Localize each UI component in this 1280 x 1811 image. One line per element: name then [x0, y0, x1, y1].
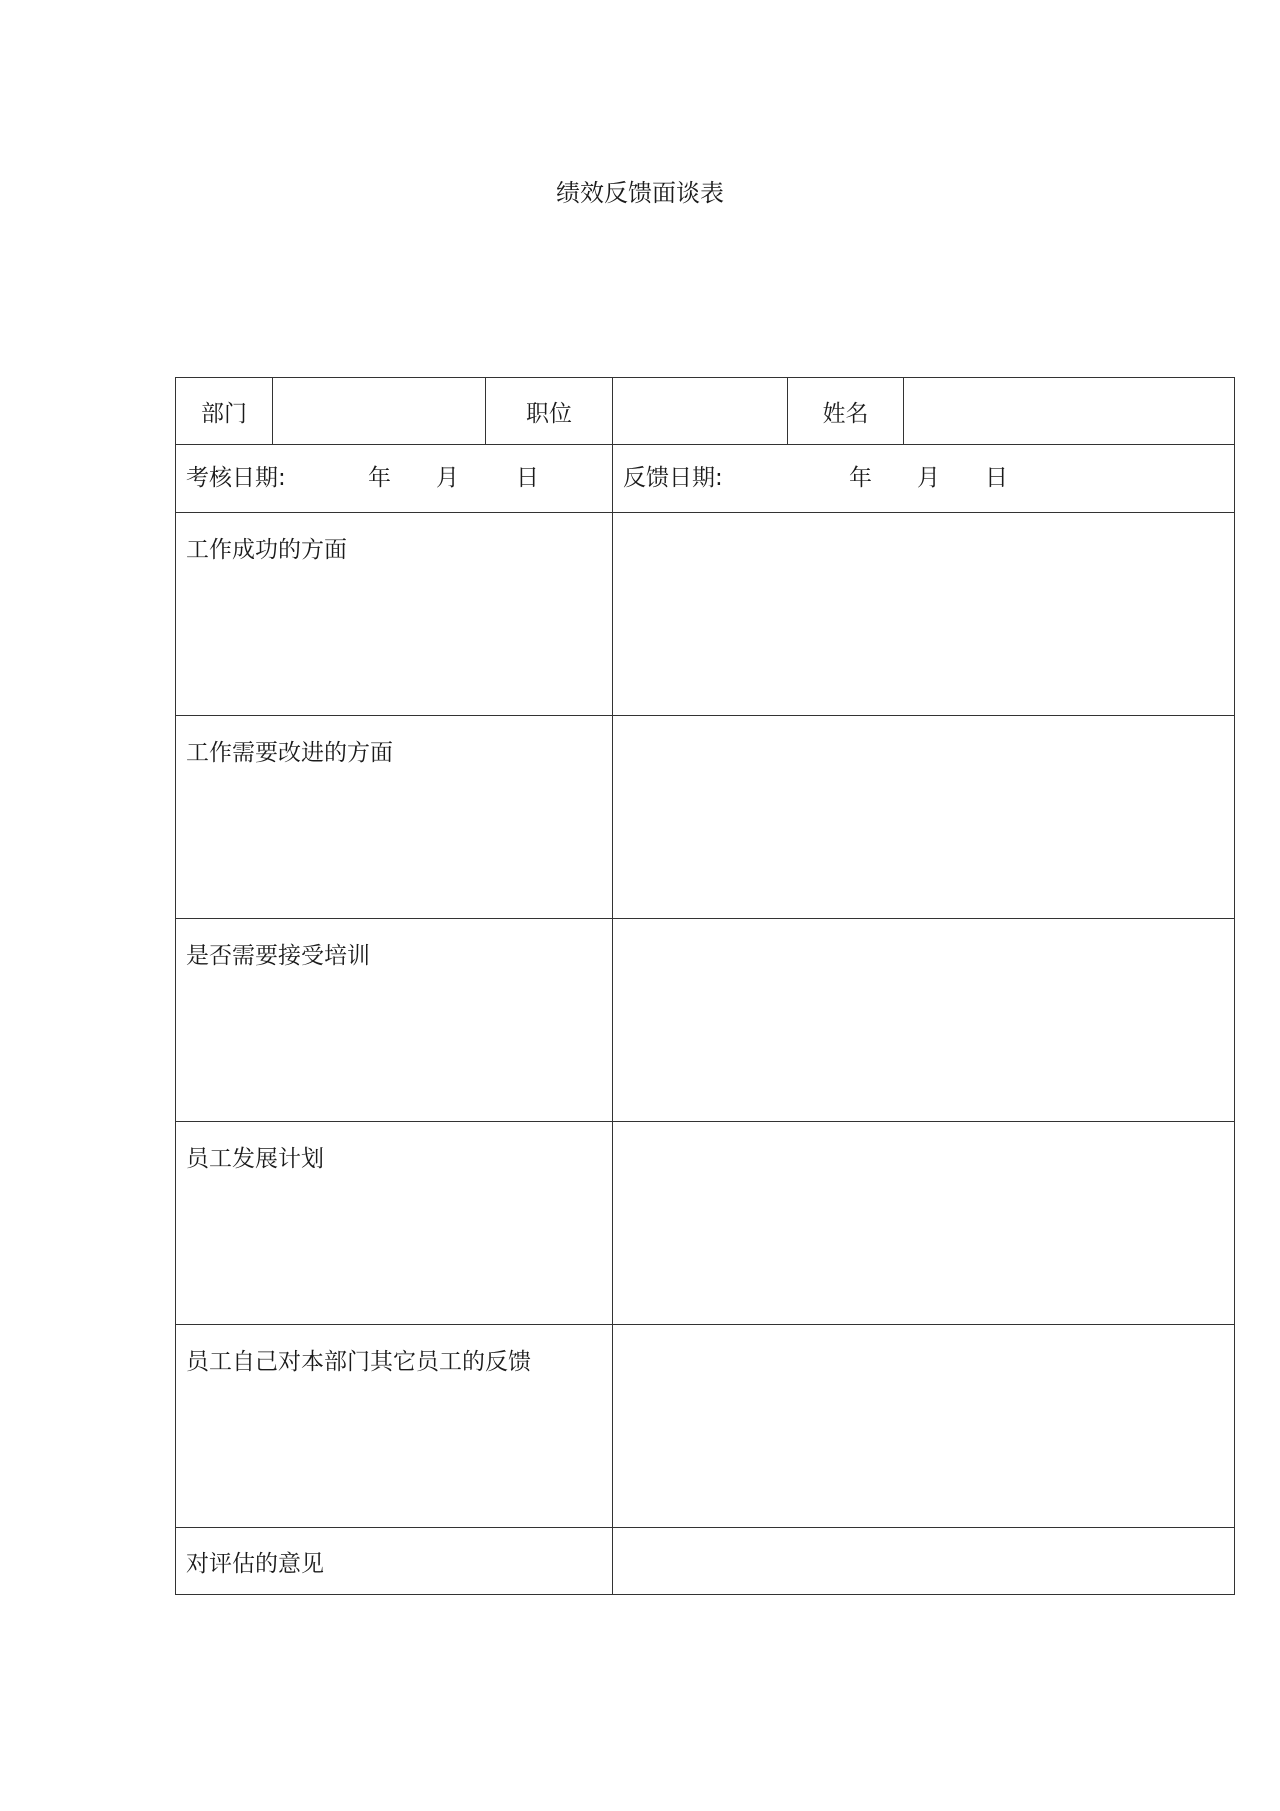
- review-date-label: 考核日期:: [186, 465, 286, 491]
- section-field-training[interactable]: [613, 919, 1235, 1122]
- section-label-cell: [176, 919, 613, 1122]
- review-date-day-unit: 日: [516, 465, 539, 491]
- section-label-cell: [176, 1122, 613, 1325]
- feedback-date-day-unit: 日: [985, 465, 1008, 491]
- section-label-peer-feedback: 员工自己对本部门其它员工的反馈: [186, 1349, 531, 1375]
- review-date-cell[interactable]: [176, 445, 613, 513]
- section-label-cell: [176, 513, 613, 716]
- section-row-peer-feedback: [176, 1325, 1235, 1528]
- section-row-development-plan: [176, 1122, 1235, 1325]
- header-row: [176, 378, 1235, 445]
- section-row-successes: [176, 513, 1235, 716]
- section-field-improvements[interactable]: [613, 716, 1235, 919]
- review-date-year-unit: 年: [368, 465, 391, 491]
- section-field-development-plan[interactable]: [613, 1122, 1235, 1325]
- feedback-date-year-unit: 年: [849, 465, 872, 491]
- feedback-date-month-unit: 月: [917, 465, 940, 491]
- department-label: 部门: [176, 378, 273, 445]
- section-row-evaluation-opinion: [176, 1528, 1235, 1595]
- section-row-training: [176, 919, 1235, 1122]
- evaluation-opinion-label: 对评估的意见: [176, 1528, 613, 1595]
- position-field[interactable]: [613, 378, 788, 445]
- feedback-form-table: [175, 377, 1235, 1595]
- document-title: 绩效反馈面谈表: [556, 179, 724, 207]
- position-label: 职位: [486, 378, 613, 445]
- department-field[interactable]: [273, 378, 486, 445]
- section-label-cell: [176, 716, 613, 919]
- section-label-improvements: 工作需要改进的方面: [186, 740, 393, 766]
- date-row: [176, 445, 1235, 513]
- feedback-date-cell[interactable]: [613, 445, 1235, 513]
- section-label-successes: 工作成功的方面: [186, 537, 347, 563]
- feedback-date-label: 反馈日期:: [623, 465, 723, 491]
- section-field-successes[interactable]: [613, 513, 1235, 716]
- section-field-peer-feedback[interactable]: [613, 1325, 1235, 1528]
- section-row-improvements: [176, 716, 1235, 919]
- review-date-month-unit: 月: [436, 465, 459, 491]
- evaluation-opinion-field[interactable]: [613, 1528, 1235, 1595]
- section-label-cell: [176, 1325, 613, 1528]
- name-field[interactable]: [904, 378, 1235, 445]
- section-label-development-plan: 员工发展计划: [186, 1146, 324, 1172]
- section-label-training: 是否需要接受培训: [186, 943, 370, 969]
- name-label: 姓名: [788, 378, 904, 445]
